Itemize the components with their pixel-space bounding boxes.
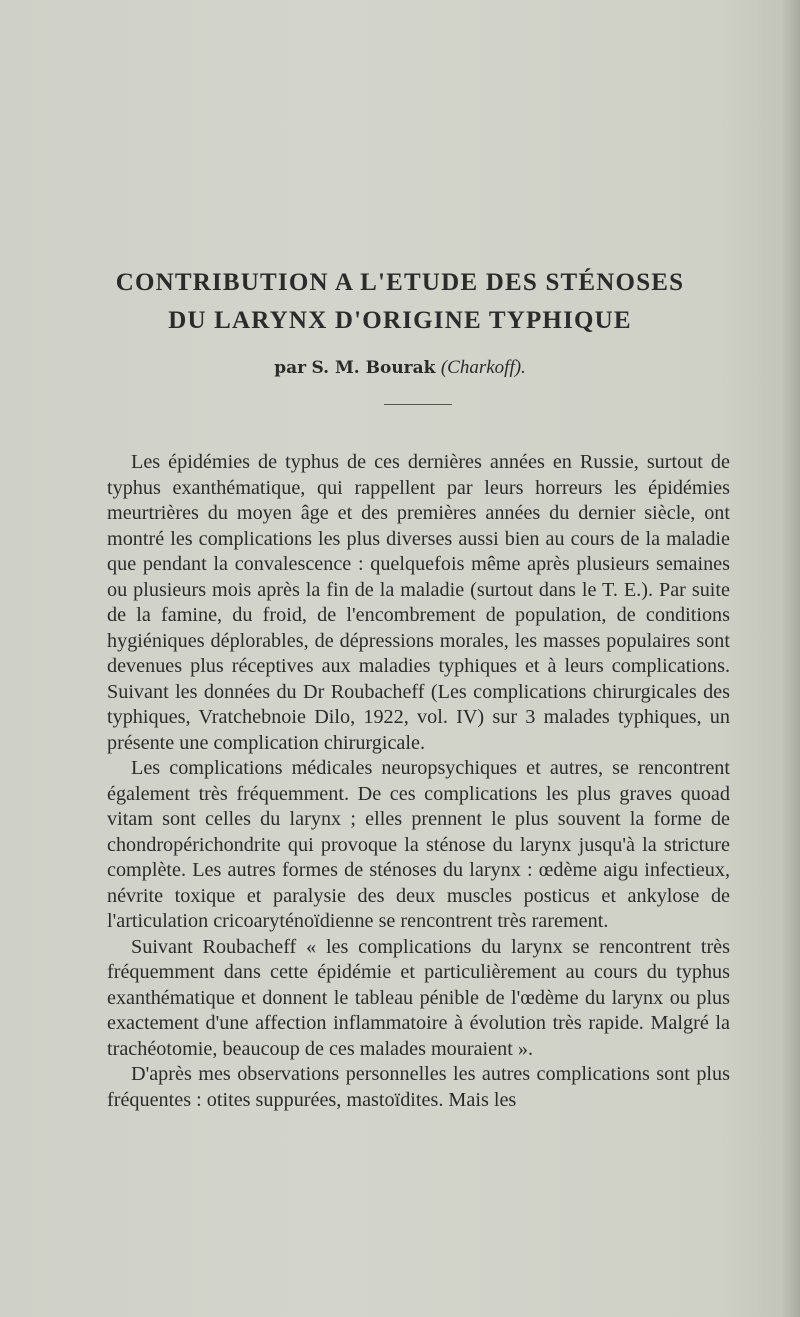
paragraph-4: D'après mes observations personnelles les autres complications sont plus fréquentes : otites suppurées, mastoïdites. Mais les (107, 1063, 730, 1111)
article-body (107, 450, 730, 1113)
byline-author: S. M. Bourak (311, 358, 436, 378)
article-title-line-2: DU LARYNX D'ORIGINE TYPHIQUE (168, 307, 632, 334)
title-divider (384, 404, 452, 405)
byline-city: (Charkoff). (440, 357, 526, 378)
paragraph-3: Suivant Roubacheff « les complications du larynx se rencontrent très fréquemment dans cette épidémie et particulièrement au cours du typhus exanthématique et donnent le tableau pénible de l'œdème du larynx ou plus exactement d'une affection inflammatoire à évolution très rapide. Malgré la trachéotomie, beaucoup de ces malades mouraient ». (107, 935, 730, 1060)
paragraph-1: Les épidémies de typhus de ces dernières années en Russie, surtout de typhus exanthématique, qui rappellent par leurs horreurs les épidémies meurtrières du moyen âge et des premières années du dernier siècle, ont montré les complications les plus diverses aussi bien au cours de la maladie que pendant la convalescence : quelquefois même après plusieurs semaines ou plusieurs mois après la fin de la maladie (surtout dans le T. E.). Par suite de la famine, du froid, de l'encombrement de population, de conditions hygiéniques déplorables, de dépressions morales, les masses populaires sont devenues plus réceptives aux maladies typhiques et à leurs complications. Suivant les données du Dr Roubacheff (Les complications chirurgicales des typhiques, Vratchebnoie Dilo, 1922, vol. IV) sur 3 malades typhiques, un présente une complication chirurgicale. (107, 451, 730, 754)
byline-prefix: par (274, 358, 307, 378)
article-title-line-1: CONTRIBUTION A L'ETUDE DES STÉNOSES (115, 269, 685, 296)
byline (0, 357, 800, 379)
paragraph-2: Les complications médicales neuropsychiques et autres, se rencontrent également très fréquemment. De ces complications les plus graves quoad vitam sont celles du larynx ; elles prennent le plus souvent la forme de chondropérichondrite qui provoque la sténose du larynx jusqu'à la stricture complète. Les autres formes de sténoses du larynx : œdème aigu infectieux, névrite toxique et paralysie des deux muscles posticus et ankylose de l'articulation cricoaryténoïdienne se rencontrent très rarement. (107, 757, 730, 932)
page-edge-shadow (782, 0, 800, 1317)
